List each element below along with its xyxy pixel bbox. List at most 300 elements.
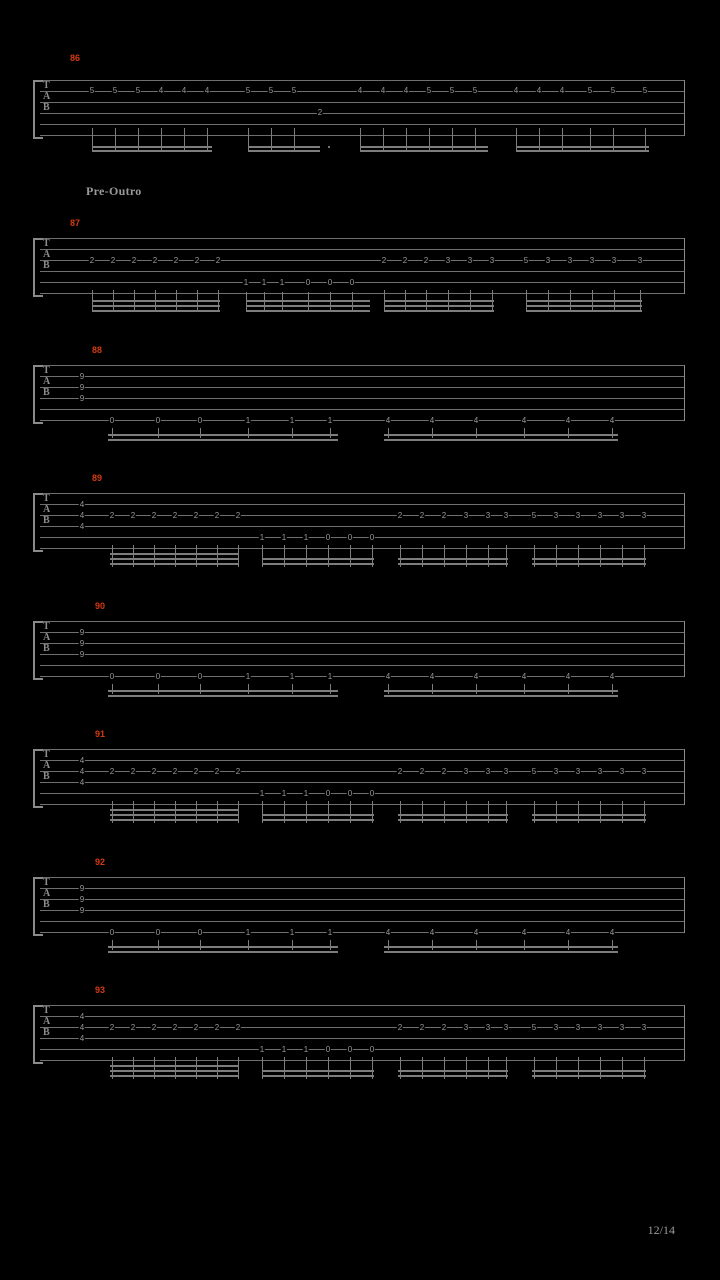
fret-number: 4 bbox=[79, 756, 85, 765]
fret-number: 9 bbox=[79, 650, 85, 659]
fret-number: 9 bbox=[79, 628, 85, 637]
staff-line bbox=[40, 113, 685, 114]
beam bbox=[532, 814, 646, 816]
note-stem bbox=[452, 128, 453, 152]
tab-clef-t: T bbox=[43, 238, 50, 249]
barline bbox=[684, 80, 685, 136]
fret-number: 3 bbox=[641, 767, 647, 776]
staff-brace bbox=[33, 238, 43, 297]
fret-number: 3 bbox=[619, 767, 625, 776]
fret-number: 4 bbox=[204, 86, 210, 95]
fret-number: 5 bbox=[268, 86, 274, 95]
fret-number: 2 bbox=[317, 108, 323, 117]
beam bbox=[516, 150, 649, 152]
fret-number: 5 bbox=[531, 767, 537, 776]
fret-number: 1 bbox=[259, 533, 265, 542]
note-stem bbox=[200, 428, 201, 438]
fret-number: 0 bbox=[197, 672, 203, 681]
fret-number: 2 bbox=[130, 767, 136, 776]
fret-number: 2 bbox=[235, 511, 241, 520]
tab-clef-a: A bbox=[43, 888, 51, 899]
note-stem bbox=[330, 940, 331, 950]
fret-number: 0 bbox=[155, 672, 161, 681]
fret-number: 3 bbox=[467, 256, 473, 265]
tab-clef-b: B bbox=[43, 102, 50, 113]
staff-line bbox=[40, 877, 685, 878]
beam bbox=[92, 305, 220, 307]
fret-number: 4 bbox=[79, 1023, 85, 1032]
fret-number: 5 bbox=[472, 86, 478, 95]
note-stem bbox=[612, 940, 613, 950]
measure-number: 92 bbox=[95, 857, 106, 867]
fret-number: 4 bbox=[565, 928, 571, 937]
staff-brace bbox=[33, 493, 43, 552]
fret-number: 4 bbox=[79, 1012, 85, 1021]
note-stem bbox=[115, 128, 116, 152]
beam bbox=[108, 434, 338, 436]
fret-number: 1 bbox=[245, 672, 251, 681]
note-stem bbox=[112, 684, 113, 694]
beam bbox=[110, 553, 238, 555]
beam bbox=[384, 310, 494, 312]
fret-number: 5 bbox=[112, 86, 118, 95]
fret-number: 4 bbox=[536, 86, 542, 95]
note-stem bbox=[524, 428, 525, 438]
note-stem bbox=[92, 128, 93, 152]
note-stem bbox=[590, 128, 591, 152]
beam bbox=[384, 434, 618, 436]
staff-line bbox=[40, 376, 685, 377]
fret-number: 5 bbox=[531, 1023, 537, 1032]
fret-number: 1 bbox=[281, 789, 287, 798]
beam bbox=[398, 558, 508, 560]
fret-number: 5 bbox=[245, 86, 251, 95]
staff-line bbox=[40, 124, 685, 125]
staff bbox=[40, 365, 685, 409]
note-stem bbox=[476, 428, 477, 438]
fret-number: 5 bbox=[449, 86, 455, 95]
fret-number: 0 bbox=[109, 672, 115, 681]
fret-number: 0 bbox=[197, 416, 203, 425]
fret-number: 5 bbox=[642, 86, 648, 95]
beam bbox=[108, 946, 338, 948]
beam bbox=[384, 946, 618, 948]
fret-number: 0 bbox=[347, 1045, 353, 1054]
note-stem bbox=[612, 684, 613, 694]
beam bbox=[398, 1075, 508, 1077]
barline bbox=[684, 877, 685, 933]
fret-number: 3 bbox=[597, 767, 603, 776]
fret-number: 1 bbox=[289, 928, 295, 937]
fret-number: 3 bbox=[503, 1023, 509, 1032]
beam bbox=[262, 1070, 374, 1072]
beam bbox=[360, 150, 488, 152]
tab-clef-a: A bbox=[43, 1016, 51, 1027]
fret-number: 3 bbox=[553, 511, 559, 520]
staff-line bbox=[40, 643, 685, 644]
staff-line bbox=[40, 749, 685, 750]
beam bbox=[360, 146, 488, 148]
fret-number: 2 bbox=[419, 511, 425, 520]
beam bbox=[384, 951, 618, 953]
staff-line bbox=[40, 80, 685, 81]
measure-number: 88 bbox=[92, 345, 103, 355]
fret-number: 3 bbox=[503, 767, 509, 776]
tab-clef bbox=[43, 80, 50, 113]
fret-number: 9 bbox=[79, 394, 85, 403]
measure-number: 89 bbox=[92, 473, 103, 483]
tab-clef-a: A bbox=[43, 376, 51, 387]
note-stem bbox=[432, 940, 433, 950]
fret-number: 1 bbox=[327, 928, 333, 937]
note-stem bbox=[524, 684, 525, 694]
fret-number: 0 bbox=[347, 533, 353, 542]
fret-number: 4 bbox=[79, 511, 85, 520]
staff-line bbox=[40, 804, 685, 805]
note-stem bbox=[248, 940, 249, 950]
fret-number: 2 bbox=[441, 511, 447, 520]
fret-number: 3 bbox=[641, 511, 647, 520]
tab-clef-a: A bbox=[43, 632, 51, 643]
beam bbox=[532, 1070, 646, 1072]
tab-clef-a: A bbox=[43, 249, 51, 260]
fret-number: 3 bbox=[619, 1023, 625, 1032]
tab-clef-b: B bbox=[43, 771, 50, 782]
staff-line bbox=[40, 1016, 685, 1017]
beam bbox=[398, 819, 508, 821]
measure-number: 93 bbox=[95, 985, 106, 995]
note-stem bbox=[248, 684, 249, 694]
beam bbox=[516, 146, 649, 148]
staff bbox=[40, 1005, 685, 1049]
fret-number: 1 bbox=[281, 533, 287, 542]
staff-line bbox=[40, 504, 685, 505]
fret-number: 2 bbox=[215, 256, 221, 265]
augmentation-dot bbox=[328, 146, 330, 148]
staff-line bbox=[40, 1027, 685, 1028]
staff-line bbox=[40, 420, 685, 421]
fret-number: 4 bbox=[380, 86, 386, 95]
fret-number: 2 bbox=[419, 1023, 425, 1032]
staff-line bbox=[40, 1005, 685, 1006]
staff bbox=[40, 749, 685, 793]
tab-clef bbox=[43, 749, 50, 782]
beam bbox=[384, 305, 494, 307]
section-label-pre-outro: Pre-Outro bbox=[86, 184, 142, 198]
fret-number: 0 bbox=[325, 789, 331, 798]
tab-clef bbox=[43, 493, 50, 526]
fret-number: 2 bbox=[172, 511, 178, 520]
fret-number: 4 bbox=[565, 672, 571, 681]
fret-number: 4 bbox=[609, 672, 615, 681]
fret-number: 2 bbox=[151, 511, 157, 520]
staff-line bbox=[40, 398, 685, 399]
fret-number: 2 bbox=[89, 256, 95, 265]
note-stem bbox=[158, 428, 159, 438]
fret-number: 0 bbox=[369, 1045, 375, 1054]
fret-number: 4 bbox=[521, 672, 527, 681]
beam bbox=[92, 300, 220, 302]
fret-number: 4 bbox=[79, 522, 85, 531]
fret-number: 3 bbox=[445, 256, 451, 265]
fret-number: 5 bbox=[89, 86, 95, 95]
fret-number: 2 bbox=[172, 1023, 178, 1032]
measure-number: 90 bbox=[95, 601, 106, 611]
note-stem bbox=[562, 128, 563, 152]
fret-number: 3 bbox=[575, 767, 581, 776]
fret-number: 3 bbox=[489, 256, 495, 265]
fret-number: 2 bbox=[193, 511, 199, 520]
fret-number: 1 bbox=[327, 672, 333, 681]
fret-number: 2 bbox=[419, 767, 425, 776]
fret-number: 4 bbox=[385, 928, 391, 937]
measure-number: 91 bbox=[95, 729, 106, 739]
note-stem bbox=[292, 428, 293, 438]
beam bbox=[384, 439, 618, 441]
note-stem bbox=[516, 128, 517, 152]
fret-number: 2 bbox=[397, 511, 403, 520]
staff-line bbox=[40, 932, 685, 933]
fret-number: 0 bbox=[155, 416, 161, 425]
fret-number: 2 bbox=[173, 256, 179, 265]
staff-line bbox=[40, 102, 685, 103]
fret-number: 1 bbox=[303, 789, 309, 798]
fret-number: 1 bbox=[289, 416, 295, 425]
beam bbox=[262, 563, 374, 565]
note-stem bbox=[388, 940, 389, 950]
fret-number: 1 bbox=[281, 1045, 287, 1054]
note-stem bbox=[207, 128, 208, 152]
fret-number: 9 bbox=[79, 906, 85, 915]
beam bbox=[110, 1075, 238, 1077]
fret-number: 1 bbox=[303, 533, 309, 542]
fret-number: 9 bbox=[79, 383, 85, 392]
fret-number: 2 bbox=[109, 1023, 115, 1032]
beam bbox=[384, 690, 618, 692]
fret-number: 4 bbox=[181, 86, 187, 95]
beam bbox=[532, 558, 646, 560]
staff-line bbox=[40, 782, 685, 783]
fret-number: 5 bbox=[291, 86, 297, 95]
tab-clef bbox=[43, 621, 50, 654]
fret-number: 2 bbox=[235, 767, 241, 776]
tab-clef-t: T bbox=[43, 621, 50, 632]
barline bbox=[684, 365, 685, 421]
fret-number: 9 bbox=[79, 639, 85, 648]
fret-number: 2 bbox=[381, 256, 387, 265]
tab-clef bbox=[43, 238, 50, 271]
staff-line bbox=[40, 793, 685, 794]
fret-number: 1 bbox=[261, 278, 267, 287]
staff-line bbox=[40, 632, 685, 633]
fret-number: 4 bbox=[385, 416, 391, 425]
beam bbox=[526, 300, 642, 302]
tab-clef-b: B bbox=[43, 260, 50, 271]
note-stem bbox=[568, 940, 569, 950]
tab-clef-t: T bbox=[43, 1005, 50, 1016]
fret-number: 0 bbox=[325, 1045, 331, 1054]
note-stem bbox=[432, 428, 433, 438]
staff-brace bbox=[33, 749, 43, 808]
beam bbox=[246, 300, 370, 302]
fret-number: 4 bbox=[559, 86, 565, 95]
note-stem bbox=[294, 128, 295, 152]
note-stem bbox=[612, 428, 613, 438]
fret-number: 2 bbox=[194, 256, 200, 265]
fret-number: 5 bbox=[610, 86, 616, 95]
fret-number: 4 bbox=[609, 928, 615, 937]
fret-number: 3 bbox=[641, 1023, 647, 1032]
fret-number: 4 bbox=[565, 416, 571, 425]
fret-number: 2 bbox=[109, 767, 115, 776]
staff-line bbox=[40, 249, 685, 250]
fret-number: 2 bbox=[131, 256, 137, 265]
staff-brace bbox=[33, 1005, 43, 1064]
note-stem bbox=[524, 940, 525, 950]
fret-number: 2 bbox=[235, 1023, 241, 1032]
beam bbox=[398, 563, 508, 565]
fret-number: 3 bbox=[619, 511, 625, 520]
fret-number: 0 bbox=[155, 928, 161, 937]
fret-number: 0 bbox=[109, 928, 115, 937]
staff-line bbox=[40, 515, 685, 516]
tab-clef bbox=[43, 877, 50, 910]
staff-line bbox=[40, 387, 685, 388]
fret-number: 3 bbox=[597, 511, 603, 520]
staff-brace bbox=[33, 365, 43, 424]
fret-number: 1 bbox=[327, 416, 333, 425]
measure-number: 87 bbox=[70, 218, 81, 228]
note-stem bbox=[112, 428, 113, 438]
staff bbox=[40, 621, 685, 665]
note-stem bbox=[292, 940, 293, 950]
beam bbox=[110, 814, 238, 816]
tab-clef-a: A bbox=[43, 91, 51, 102]
note-stem bbox=[112, 940, 113, 950]
fret-number: 2 bbox=[151, 767, 157, 776]
beam bbox=[110, 809, 238, 811]
staff-line bbox=[40, 271, 685, 272]
note-stem bbox=[158, 940, 159, 950]
fret-number: 4 bbox=[609, 416, 615, 425]
fret-number: 3 bbox=[575, 511, 581, 520]
beam bbox=[108, 695, 338, 697]
staff bbox=[40, 877, 685, 921]
beam bbox=[526, 310, 642, 312]
note-stem bbox=[282, 292, 283, 312]
fret-number: 2 bbox=[130, 1023, 136, 1032]
staff-line bbox=[40, 899, 685, 900]
fret-number: 3 bbox=[567, 256, 573, 265]
note-stem bbox=[476, 684, 477, 694]
fret-number: 5 bbox=[135, 86, 141, 95]
fret-number: 1 bbox=[259, 789, 265, 798]
staff-line bbox=[40, 238, 685, 239]
barline bbox=[684, 493, 685, 549]
staff-line bbox=[40, 548, 685, 549]
fret-number: 3 bbox=[463, 767, 469, 776]
staff-line bbox=[40, 910, 685, 911]
fret-number: 3 bbox=[589, 256, 595, 265]
fret-number: 3 bbox=[611, 256, 617, 265]
tab-clef-t: T bbox=[43, 749, 50, 760]
tab-clef-a: A bbox=[43, 760, 51, 771]
note-stem bbox=[388, 428, 389, 438]
tab-clef-b: B bbox=[43, 1027, 50, 1038]
staff-line bbox=[40, 665, 685, 666]
fret-number: 4 bbox=[429, 928, 435, 937]
fret-number: 4 bbox=[79, 767, 85, 776]
beam bbox=[92, 146, 212, 148]
tab-clef-t: T bbox=[43, 877, 50, 888]
fret-number: 2 bbox=[423, 256, 429, 265]
fret-number: 0 bbox=[347, 789, 353, 798]
beam bbox=[532, 563, 646, 565]
fret-number: 3 bbox=[485, 1023, 491, 1032]
fret-number: 1 bbox=[245, 416, 251, 425]
note-stem bbox=[568, 428, 569, 438]
fret-number: 4 bbox=[513, 86, 519, 95]
fret-number: 2 bbox=[193, 767, 199, 776]
fret-number: 4 bbox=[357, 86, 363, 95]
note-stem bbox=[292, 684, 293, 694]
fret-number: 4 bbox=[521, 416, 527, 425]
staff-line bbox=[40, 1049, 685, 1050]
fret-number: 2 bbox=[214, 1023, 220, 1032]
beam bbox=[246, 310, 370, 312]
fret-number: 3 bbox=[485, 767, 491, 776]
staff-line bbox=[40, 771, 685, 772]
note-stem bbox=[429, 128, 430, 152]
fret-number: 3 bbox=[553, 767, 559, 776]
staff-line bbox=[40, 493, 685, 494]
fret-number: 0 bbox=[327, 278, 333, 287]
tab-clef-t: T bbox=[43, 365, 50, 376]
staff-line bbox=[40, 676, 685, 677]
fret-number: 2 bbox=[402, 256, 408, 265]
note-stem bbox=[308, 292, 309, 312]
fret-number: 4 bbox=[79, 500, 85, 509]
beam bbox=[398, 1070, 508, 1072]
beam bbox=[92, 150, 212, 152]
fret-number: 9 bbox=[79, 372, 85, 381]
fret-number: 4 bbox=[403, 86, 409, 95]
note-stem bbox=[161, 128, 162, 152]
fret-number: 0 bbox=[325, 533, 331, 542]
beam bbox=[110, 1070, 238, 1072]
beam bbox=[384, 695, 618, 697]
fret-number: 9 bbox=[79, 884, 85, 893]
note-stem bbox=[248, 428, 249, 438]
note-stem bbox=[330, 292, 331, 312]
staff-line bbox=[40, 1060, 685, 1061]
beam bbox=[108, 951, 338, 953]
beam bbox=[108, 439, 338, 441]
beam bbox=[110, 819, 238, 821]
fret-number: 4 bbox=[158, 86, 164, 95]
fret-number: 9 bbox=[79, 895, 85, 904]
note-stem bbox=[330, 428, 331, 438]
fret-number: 2 bbox=[397, 767, 403, 776]
beam bbox=[92, 310, 220, 312]
fret-number: 4 bbox=[473, 416, 479, 425]
fret-number: 5 bbox=[426, 86, 432, 95]
beam bbox=[262, 1075, 374, 1077]
note-stem bbox=[271, 128, 272, 152]
staff-brace bbox=[33, 80, 43, 139]
fret-number: 1 bbox=[259, 1045, 265, 1054]
note-stem bbox=[645, 128, 646, 152]
